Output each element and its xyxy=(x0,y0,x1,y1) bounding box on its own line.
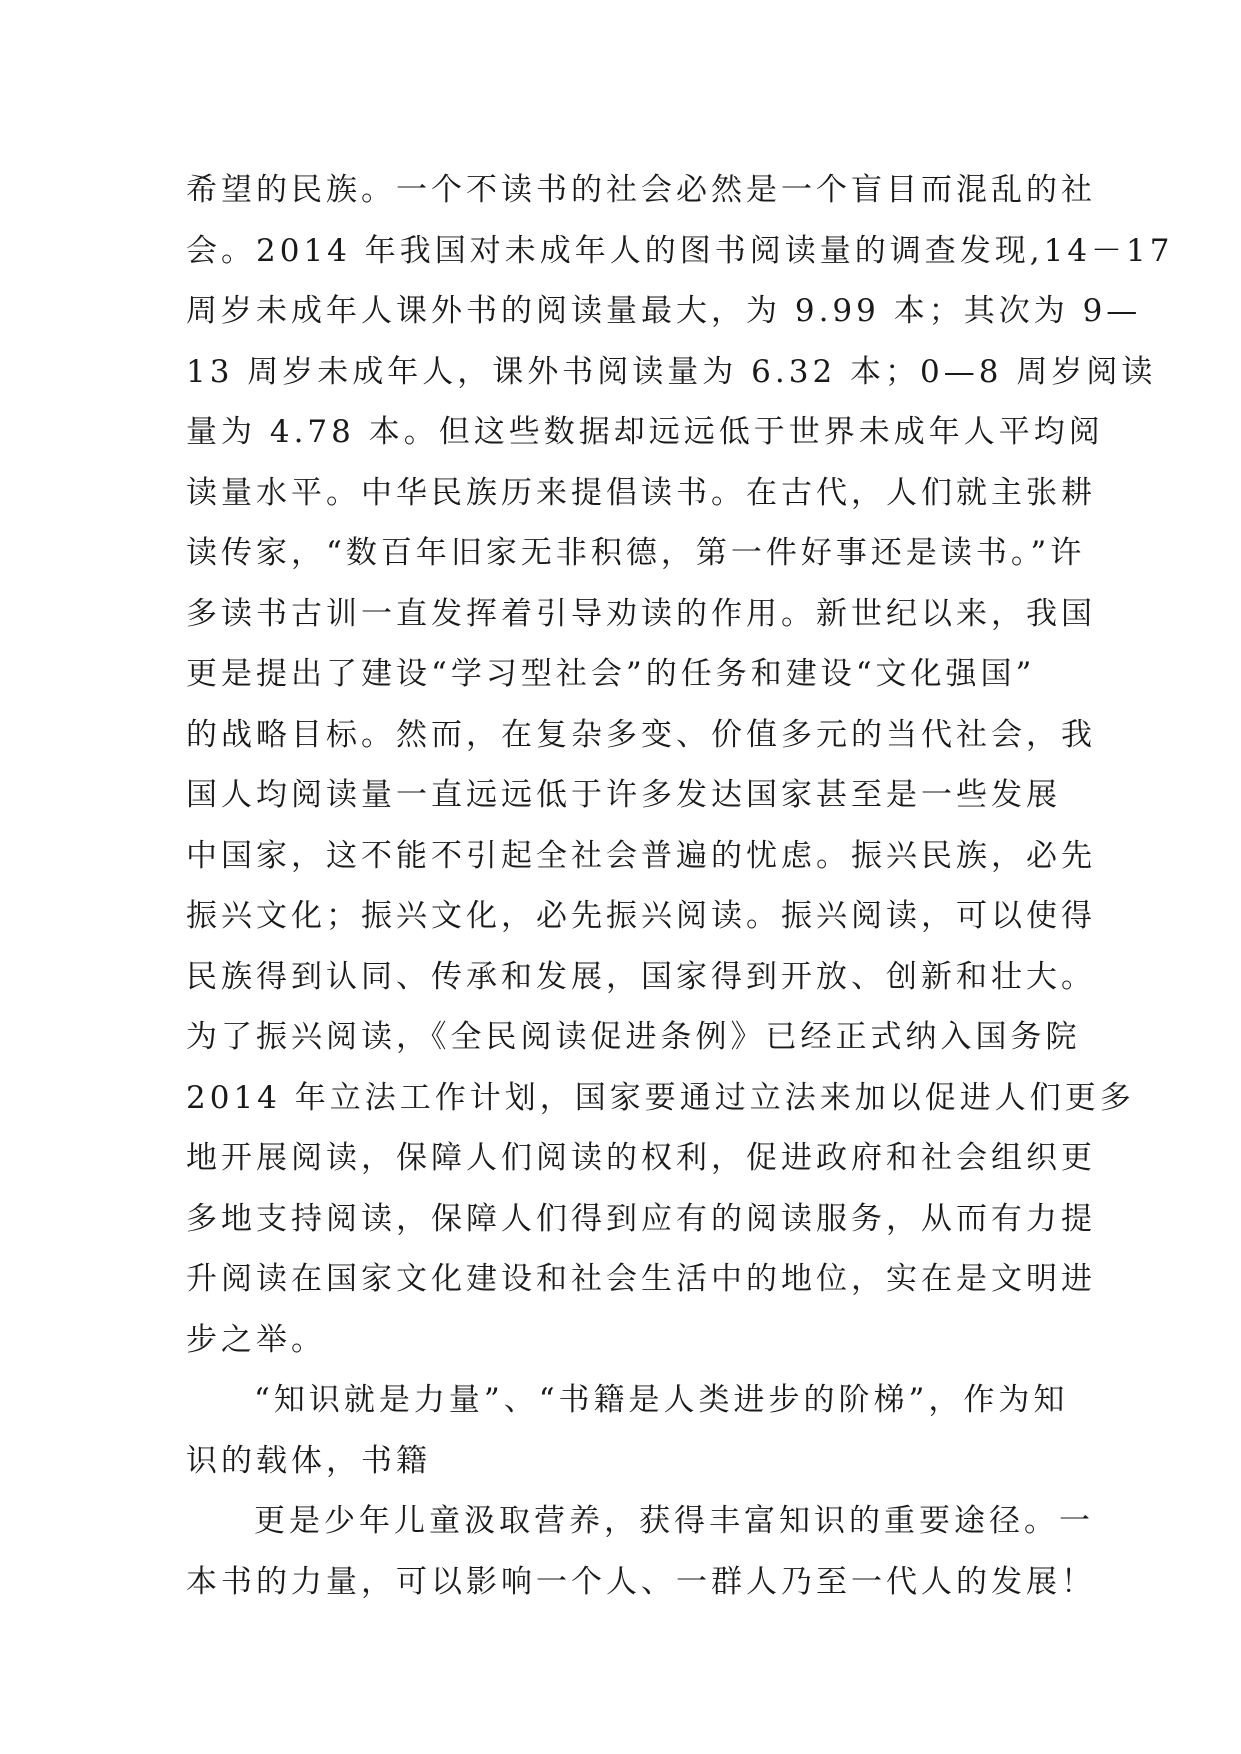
text-line: 更是提出了建设“学习型社会”的任务和建设“文化强国” xyxy=(186,656,1036,692)
text-line: 步之举。 xyxy=(186,1321,326,1358)
text-line: 国人均阅读量一直远远低于许多发达国家甚至是一些发展 xyxy=(186,777,1061,813)
text-line: 读传家，“数百年旧家无非积德，第一件好事还是读书。”许 xyxy=(186,535,1086,571)
text-line: 民族得到认同、传承和发展，国家得到开放、创新和壮大。 xyxy=(186,958,1096,995)
text-line: “知识就是力量”、“书籍是人类进步的阶梯”，作为知 xyxy=(254,1382,1069,1418)
text-line: 的战略目标。然而，在复杂多变、价值多元的当代社会，我 xyxy=(186,716,1096,753)
text-line: 读量水平。中华民族历来提倡读书。在古代，人们就主张耕 xyxy=(186,474,1096,511)
text-line: 升阅读在国家文化建设和社会生活中的地位，实在是文明进 xyxy=(186,1261,1096,1297)
text-line: 识的载体，书籍 xyxy=(186,1442,431,1479)
text-line: 为了振兴阅读，《全民阅读促进条例》已经正式纳入国务院 xyxy=(186,1019,1081,1055)
text-line: 本书的力量，可以影响一个人、一群人乃至一代人的发展！ xyxy=(186,1563,1096,1600)
text-line: 量为 4.78 本。但这些数据却远远低于世界未成年人平均阅 xyxy=(186,414,1104,450)
text-line: 多读书古训一直发挥着引导劝读的作用。新世纪以来，我国 xyxy=(186,595,1096,632)
text-line: 更是少年儿童汲取营养，获得丰富知识的重要途径。一 xyxy=(254,1503,1094,1539)
text-line: 振兴文化；振兴文化，必先振兴阅读。振兴阅读，可以使得 xyxy=(186,898,1096,934)
paragraph-3 xyxy=(186,1491,1096,1612)
text-line: 2014 年立法工作计划，国家要通过立法来加以促进人们更多 xyxy=(186,1079,1135,1116)
document-body xyxy=(186,160,1174,1612)
text-line: 地开展阅读，保障人们阅读的权利，促进政府和社会组织更 xyxy=(186,1140,1096,1176)
text-line: 中国家，这不能不引起全社会普遍的忧虑。振兴民族，必先 xyxy=(186,837,1096,874)
paragraph-2 xyxy=(186,1370,1069,1491)
text-line: 多地支持阅读，保障人们得到应有的阅读服务，从而有力提 xyxy=(186,1200,1096,1237)
text-line: 希望的民族。一个不读书的社会必然是一个盲目而混乱的社 xyxy=(186,172,1096,208)
text-line: 会。2014 年我国对未成年人的图书阅读量的调查发现,14－17 xyxy=(186,232,1174,269)
text-line: 13 周岁未成年人，课外书阅读量为 6.32 本；0—8 周岁阅读 xyxy=(186,353,1157,390)
paragraph-1 xyxy=(186,160,1174,1370)
text-line: 周岁未成年人课外书的阅读量最大，为 9.99 本；其次为 9— xyxy=(186,293,1142,329)
